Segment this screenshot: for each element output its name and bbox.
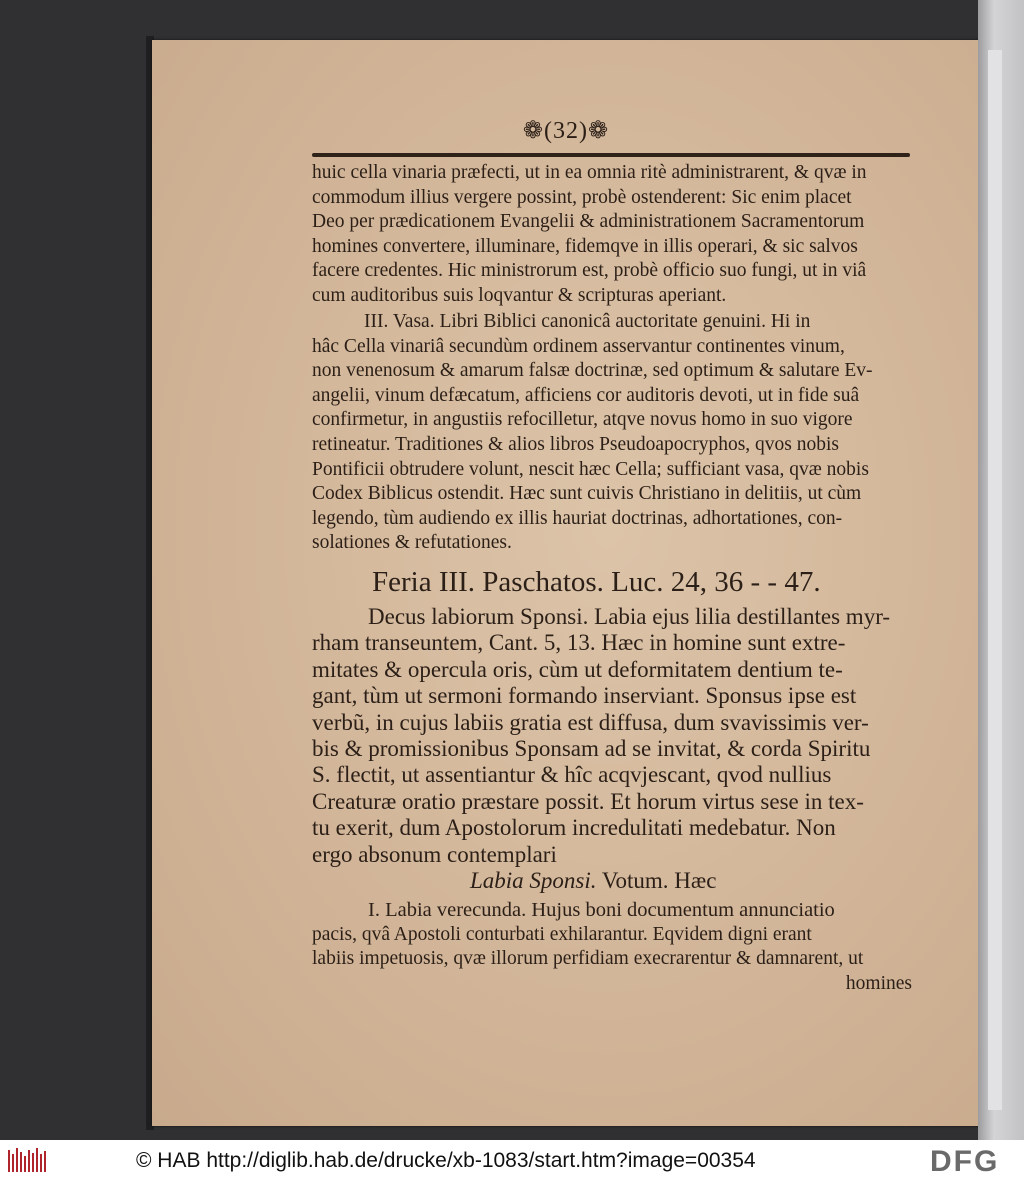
text-line: III. Vasa. Libri Biblici canonicâ auctoritate genuini. Hi in: [364, 311, 811, 332]
text-line: confirmetur, in angustiis refocilletur, atqve novus homo in suo vigore: [312, 409, 853, 431]
text-line: facere credentes. Hic ministrorum est, probè officio suo fungi, ut in viâ: [312, 260, 867, 282]
text-line: cum auditoribus suis loqvantur & scripturas aperiant.: [312, 284, 727, 306]
text-line: Deo per prædicationem Evangelii & administrationem Sacramentorum: [312, 211, 865, 233]
header-rule: [312, 153, 910, 157]
text-line: I. Labia verecunda. Hujus boni documentum annunciatio: [368, 899, 835, 921]
page-number: (32): [544, 118, 588, 144]
text-line: Pontificii obtrudere volunt, nescit hæc Cella; sufficiant vasa, qvæ nobis: [312, 458, 869, 480]
paragraph-1: [312, 161, 912, 309]
catchword: homines: [845, 972, 912, 994]
paragraph-3: [312, 604, 912, 868]
text-line: mitates & opercula oris, cùm ut deformitatem dentium te-: [312, 656, 843, 682]
text-line: retineatur. Traditiones & alios libros Pseudoapocryphos, qvos nobis: [312, 433, 840, 455]
text-line: pacis, qvâ Apostoli conturbati exhilarantur. Eqvidem digni erant: [312, 923, 812, 945]
text-line: Creaturæ oratio præstare possit. Et horum virtus sese in tex-: [312, 788, 864, 814]
text-line: huic cella vinaria præfecti, ut in ea omnia ritè administrarent, & qvæ in: [312, 162, 867, 183]
text-line: rham transeuntem, Cant. 5, 13. Hæc in homine sunt extre-: [312, 630, 846, 656]
text-line: Codex Biblicus ostendit. Hæc sunt cuivis Christiano in delitiis, ut cùm: [312, 483, 862, 505]
text-line: tu exerit, dum Apostolorum incredulitati medebatur. Non: [312, 815, 836, 841]
text-line: labiis impetuosis, qvæ illorum perfidiam execrarentur & damnarent, ut: [312, 948, 864, 970]
text-line: homines convertere, illuminare, fidemqve in illis operari, & sic salvos: [312, 235, 858, 257]
footer-bar: [0, 1140, 1024, 1182]
text-line: verbũ, in cujus labiis gratia est diffusa, dum svavissimis ver-: [312, 709, 869, 735]
text-line: non venenosum & amarum falsæ doctrinæ, sed optimum & salutare Ev-: [312, 360, 873, 382]
text-line: angelii, vinum defæcatum, afficiens cor auditoris devoti, ut in fide suâ: [312, 384, 860, 406]
text-line: Decus labiorum Sponsi. Labia ejus lilia destillantes myr-: [368, 604, 891, 629]
votum-line: [470, 868, 716, 894]
text-line: legendo, tùm audiendo ex illis hauriat doctrinas, adhortationes, con-: [312, 507, 843, 529]
section-title: Feria III. Paschatos. Luc. 24, 36 - - 47.: [372, 566, 821, 598]
copyright-link[interactable]: © HAB http://diglib.hab.de/drucke/xb-1083/start.htm?image=00354: [136, 1149, 756, 1172]
votum-italic: Labia Sponsi.: [470, 868, 597, 893]
facing-page-edge: [978, 0, 1024, 1140]
hab-barcode-icon: [8, 1148, 46, 1174]
text-line: commodum illius vergere possint, probè ostenderent: Sic enim placet: [312, 186, 852, 208]
votum-rest: Votum. Hæc: [601, 868, 717, 893]
text-line: S. flectit, ut assentiantur & hîc acqvjescant, qvod nullius: [312, 762, 832, 788]
paragraph-4: [312, 898, 912, 996]
text-line: gant, tùm ut sermoni formando inserviant. Sponsus ipse est: [312, 683, 857, 709]
text-line: solationes & refutationes.: [312, 532, 512, 554]
text-line: hâc Cella vinariâ secundùm ordinem asservantur continentes vinum,: [312, 335, 845, 357]
dfg-logo: DFG: [930, 1145, 1000, 1178]
text-line: ergo absonum contemplari: [312, 841, 557, 867]
text-line: bis & promissionibus Sponsam ad se invitat, & corda Spiritu: [312, 735, 871, 761]
page-header: ❁(32)❁: [522, 118, 610, 144]
paragraph-2: [312, 310, 912, 556]
